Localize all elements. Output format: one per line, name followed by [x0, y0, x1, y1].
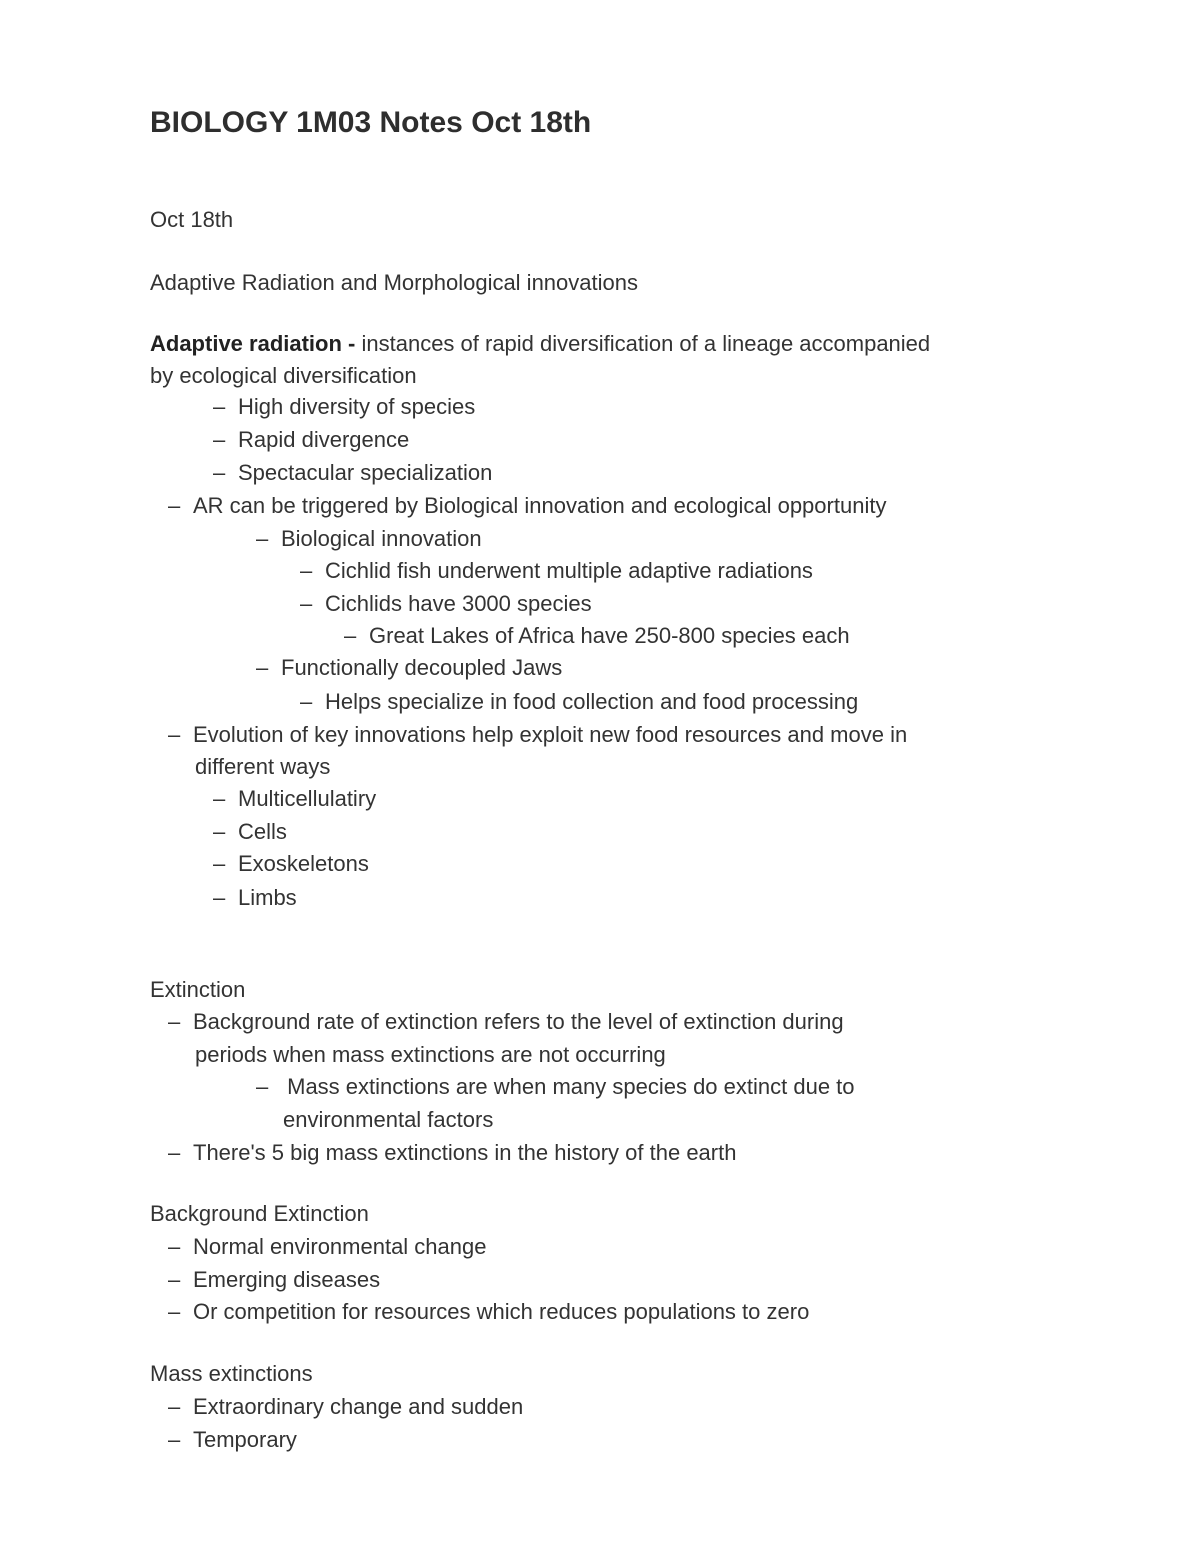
list-item: [300, 588, 592, 620]
list-item-text: Spectacular specialization: [238, 460, 493, 485]
dash-bullet: –: [213, 851, 226, 876]
list-item: [213, 848, 369, 880]
list-item-text: Extraordinary change and sudden: [193, 1394, 524, 1419]
dash-bullet: –: [213, 819, 226, 844]
dash-bullet: –: [168, 1267, 181, 1292]
list-item-text: High diversity of species: [238, 394, 476, 419]
list-item-continuation: periods when mass extinctions are not occurring: [195, 1042, 666, 1067]
background-extinction-heading: Background Extinction: [150, 1201, 369, 1226]
section-topic: Adaptive Radiation and Morphological innovations: [150, 270, 638, 295]
dash-bullet: –: [213, 460, 226, 485]
definition-continuation: by ecological diversification: [150, 363, 417, 388]
dash-bullet: –: [168, 1140, 181, 1165]
dash-bullet: –: [168, 1427, 181, 1452]
date-line: Oct 18th: [150, 207, 234, 232]
list-item-text: Normal environmental change: [193, 1234, 487, 1259]
list-item-text: Rapid divergence: [238, 427, 410, 452]
list-item: [213, 457, 492, 489]
list-item: [256, 523, 482, 555]
list-item: [168, 490, 886, 522]
list-item-continuation: environmental factors: [283, 1107, 494, 1132]
list-item-text: Great Lakes of Africa have 250-800 species each: [369, 623, 850, 648]
dash-bullet: –: [168, 1234, 181, 1259]
list-item-text: Biological innovation: [281, 526, 482, 551]
dash-bullet: –: [300, 591, 313, 616]
list-item-text: Helps specialize in food collection and food processing: [325, 689, 859, 714]
list-item-text: AR can be triggered by Biological innovation and ecological opportunity: [193, 493, 887, 518]
list-item: [168, 1006, 844, 1038]
list-item: [213, 882, 297, 914]
list-item: [213, 816, 287, 848]
list-item-text: Mass extinctions are when many species do extinct due to: [281, 1074, 855, 1099]
dash-bullet: –: [168, 1299, 181, 1324]
dash-bullet: –: [256, 526, 269, 551]
dash-bullet: –: [213, 786, 226, 811]
mass-extinctions-heading: Mass extinctions: [150, 1361, 313, 1386]
list-item: [256, 652, 562, 684]
list-item: [344, 620, 850, 652]
list-item-text: Multicellulatiry: [238, 786, 377, 811]
dash-bullet: –: [168, 493, 181, 518]
dash-bullet: –: [168, 1394, 181, 1419]
definition-term: Adaptive radiation -: [150, 331, 362, 356]
dash-bullet: –: [344, 623, 357, 648]
list-item: [256, 1071, 855, 1103]
list-item: [168, 1296, 809, 1328]
document-title: BIOLOGY 1M03 Notes Oct 18th: [150, 106, 592, 139]
dash-bullet: –: [300, 558, 313, 583]
list-item-text: Limbs: [238, 885, 297, 910]
list-item: [300, 555, 813, 587]
dash-bullet: –: [213, 394, 226, 419]
list-item-text: Cichlids have 3000 species: [325, 591, 592, 616]
list-item: [213, 391, 475, 423]
list-item-text: Functionally decoupled Jaws: [281, 655, 563, 680]
extinction-heading: Extinction: [150, 977, 246, 1002]
list-item-text: Emerging diseases: [193, 1267, 381, 1292]
list-item: [213, 424, 409, 456]
dash-bullet: –: [213, 885, 226, 910]
list-item: [168, 1137, 736, 1169]
list-item-continuation: different ways: [195, 754, 331, 779]
list-item-text: Or competition for resources which reduces populations to zero: [193, 1299, 810, 1324]
list-item-text: Background rate of extinction refers to the level of extinction during: [193, 1009, 844, 1034]
dash-bullet: –: [256, 655, 269, 680]
list-item: [168, 1391, 523, 1423]
definition-line: [150, 328, 930, 360]
list-item-text: Temporary: [193, 1427, 297, 1452]
definition-text: instances of rapid diversification of a lineage accompanied: [361, 331, 931, 356]
list-item-text: Evolution of key innovations help exploit new food resources and move in: [193, 722, 908, 747]
dash-bullet: –: [168, 722, 181, 747]
dash-bullet: –: [256, 1074, 269, 1099]
list-item: [168, 719, 907, 751]
dash-bullet: –: [300, 689, 313, 714]
list-item-text: Exoskeletons: [238, 851, 369, 876]
list-item: [168, 1424, 297, 1456]
list-item-text: Cichlid fish underwent multiple adaptive radiations: [325, 558, 813, 583]
list-item-text: There's 5 big mass extinctions in the history of the earth: [193, 1140, 737, 1165]
dash-bullet: –: [213, 427, 226, 452]
dash-bullet: –: [168, 1009, 181, 1034]
list-item: [168, 1264, 380, 1296]
list-item-text: Cells: [238, 819, 287, 844]
list-item: [300, 686, 858, 718]
list-item: [168, 1231, 487, 1263]
list-item: [213, 783, 376, 815]
